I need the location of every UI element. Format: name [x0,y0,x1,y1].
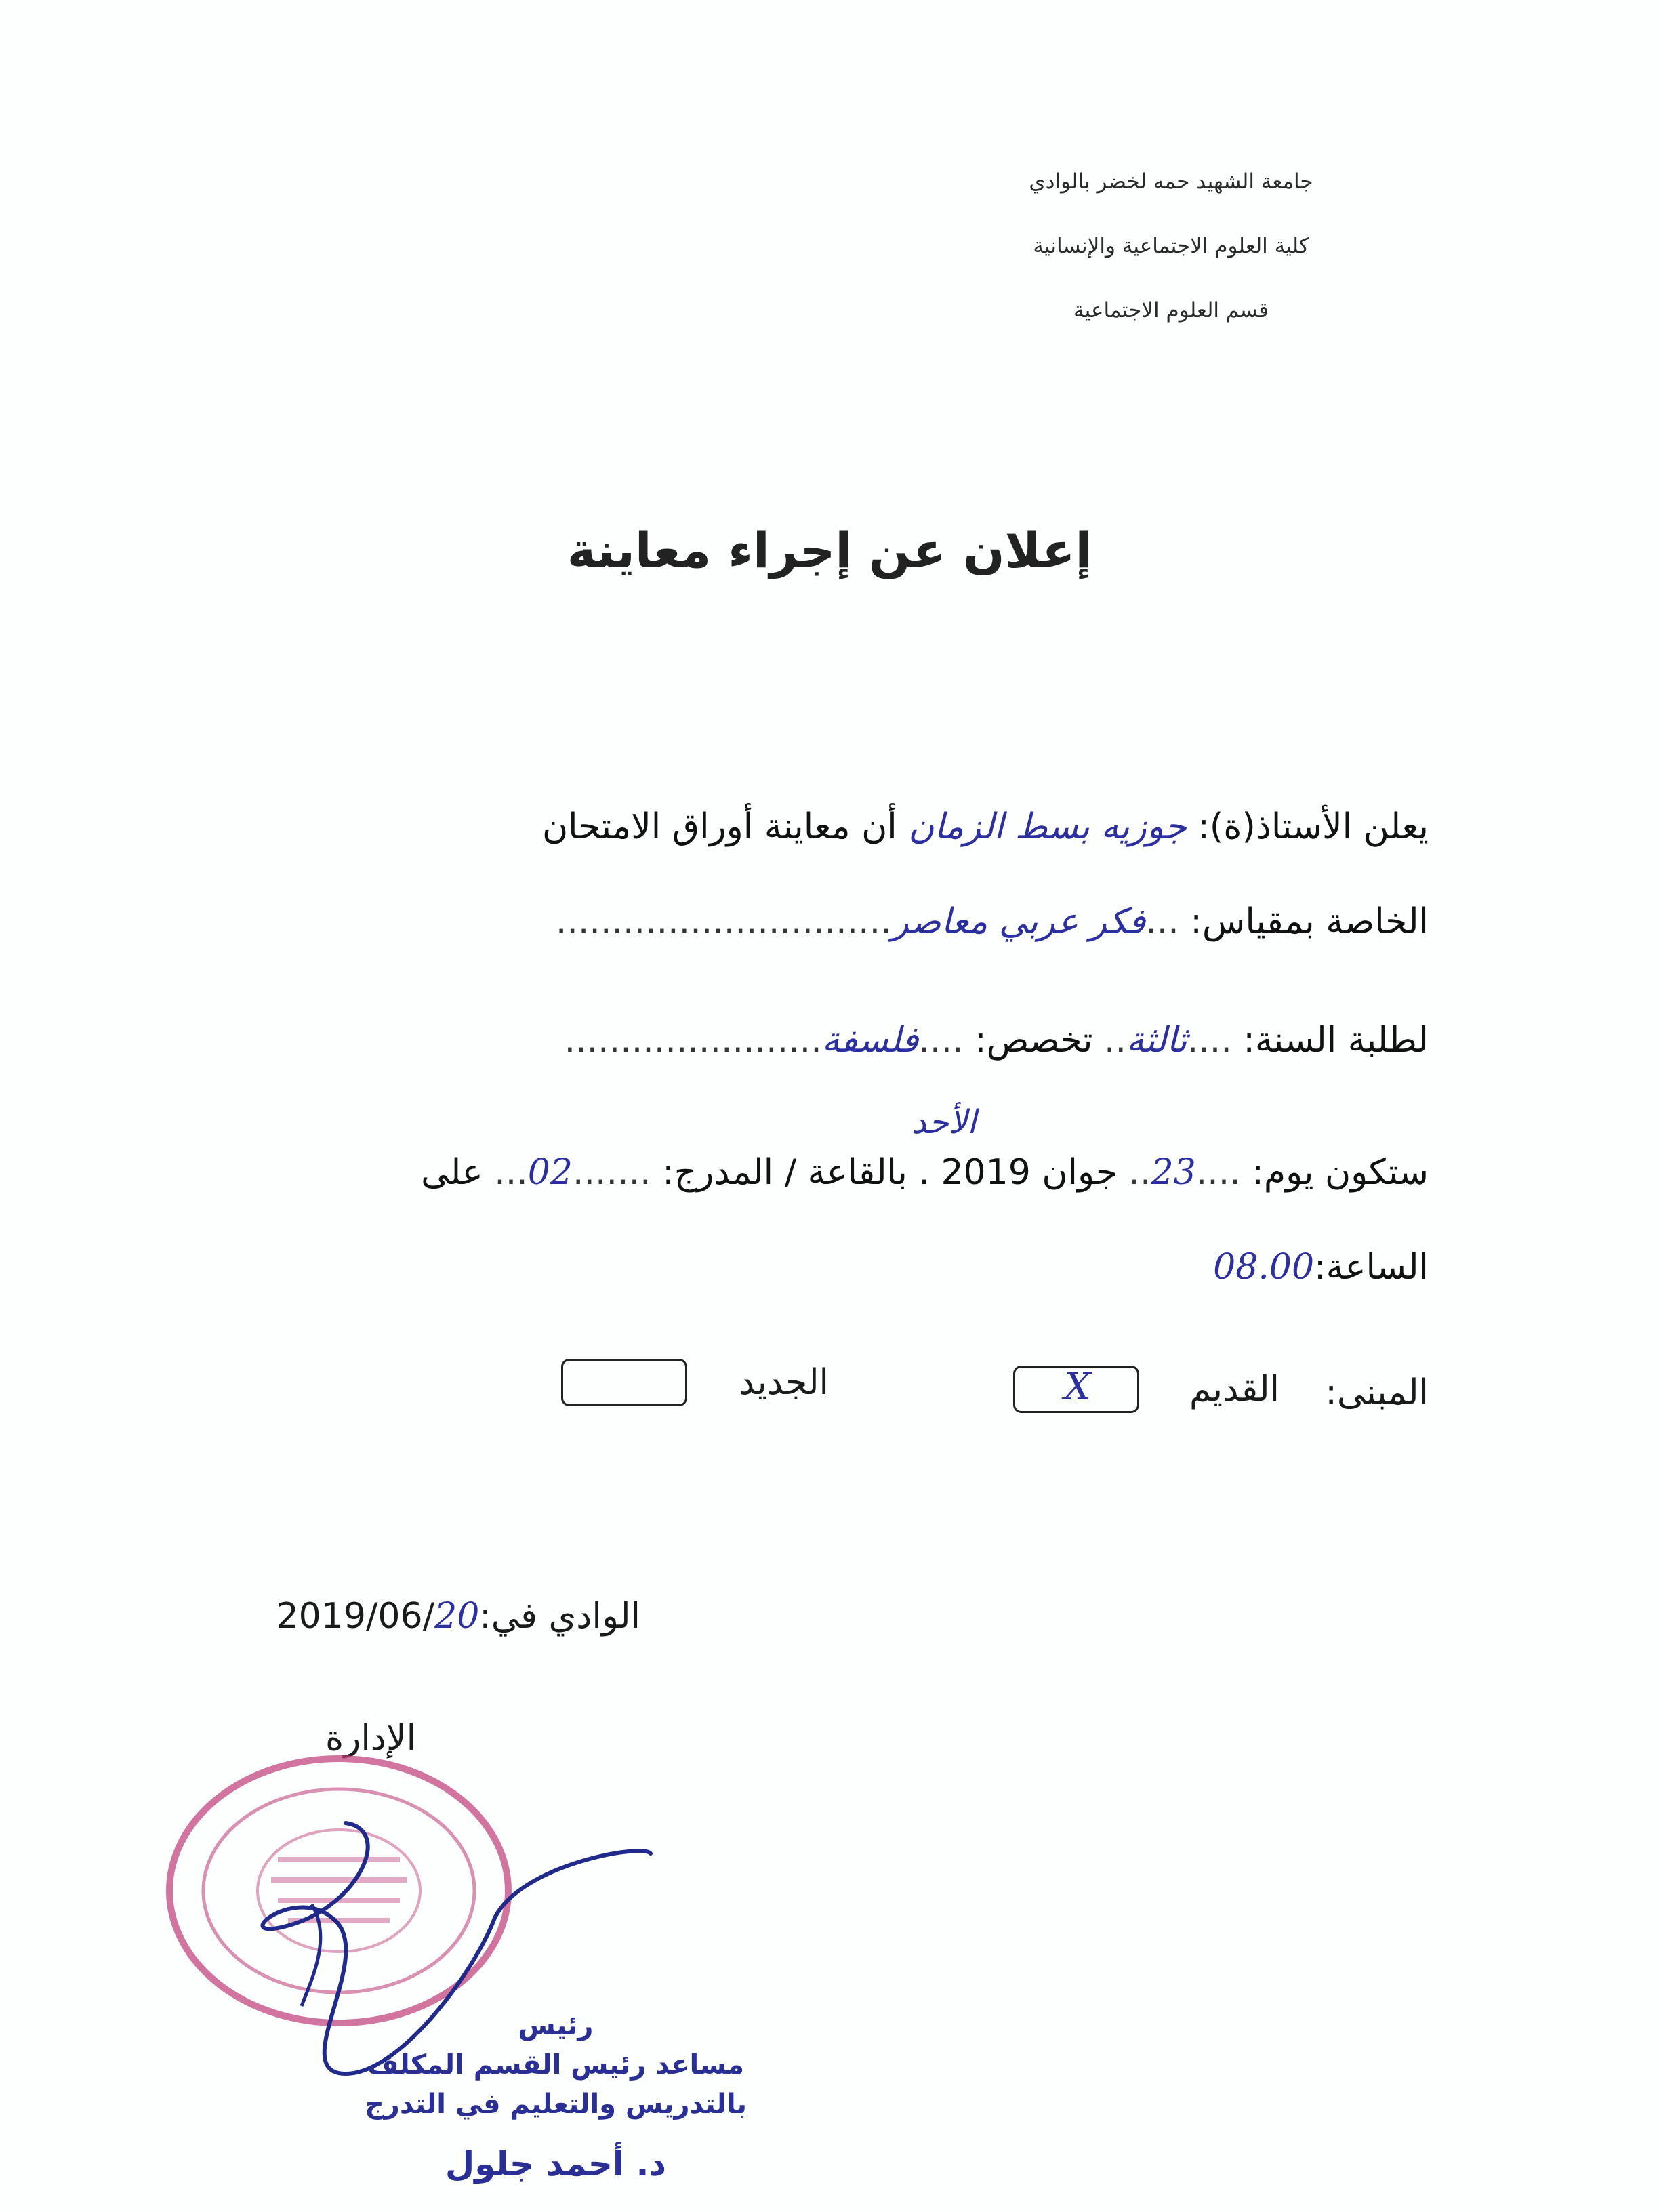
professor-name: جوزيه بسط الزمان [908,806,1187,847]
announcement-line-3: لطلبة السنة: ....ثالثة.. تخصص: ....فلسفة....................... [564,1020,1429,1061]
place-date-line [207,1596,640,1637]
page-title: إعلان عن إجراء معاينة [567,522,1092,579]
building-label: المبنى: [1325,1372,1429,1413]
year-label: لطلبة السنة: [1243,1020,1429,1061]
line1-tail: أن معاينة أوراق الامتحان [541,806,897,847]
new-building-label: الجديد [739,1362,829,1403]
subject-value: فكر عربي معاصر [891,901,1146,942]
old-building-checkbox[interactable] [1013,1366,1139,1413]
faculty-name: كلية العلوم الاجتماعية والإنسانية [1033,234,1309,258]
announcement-line-1 [168,806,1429,847]
announcement-line-2: الخاصة بمقياس: ...فكر عربي معاصر.............................. [555,901,1429,942]
specialty-label: تخصص: [975,1020,1093,1061]
date-day-value: 20 [434,1596,480,1637]
announcement-line-4: ستكون يوم: ....23.. جوان 2019 . بالقاعة / المدرج: .......02... على [421,1152,1429,1193]
day-name-annotation: الأحد [912,1103,977,1141]
date-prefix: 2019/06/ [276,1596,435,1637]
subject-label: الخاصة بمقياس: [1190,901,1429,942]
university-name: جامعة الشهيد حمه لخضر بالوادي [1029,169,1313,194]
day-label: ستكون يوم: [1252,1152,1429,1193]
stamp-title-line-2: مساعد رئيس القسم المكلف [367,2049,744,2081]
place-label: الوادي في: [479,1596,640,1637]
old-building-check-mark: X [1064,1365,1091,1409]
stamp-title-line-3: بالتدريس والتعليم في التدرج [364,2089,747,2120]
professor-label: يعلن الأستاذ(ة): [1197,806,1429,847]
stamp-signatory-name: د. أحمد جلول [445,2144,667,2184]
time-value: 08.00 [1213,1247,1315,1288]
stamp-title-line-1: رئيس [518,2010,594,2041]
time-line [168,1247,1429,1288]
day-value: 23 [1151,1152,1196,1193]
old-building-label: القديم [1189,1369,1279,1410]
hall-value: 02 [527,1152,573,1193]
specialty-value: فلسفة [821,1020,919,1061]
new-building-checkbox[interactable] [561,1359,687,1406]
department-name: قسم العلوم الاجتماعية [1073,298,1269,323]
time-label: الساعة: [1314,1247,1429,1288]
administration-label: الإدارة [325,1718,417,1759]
month-hall-text: جوان 2019 . بالقاعة / المدرج: [662,1152,1118,1193]
signatory-stamp [325,2006,786,2184]
line4-tail: على [421,1152,483,1193]
year-value: ثالثة [1126,1020,1187,1061]
